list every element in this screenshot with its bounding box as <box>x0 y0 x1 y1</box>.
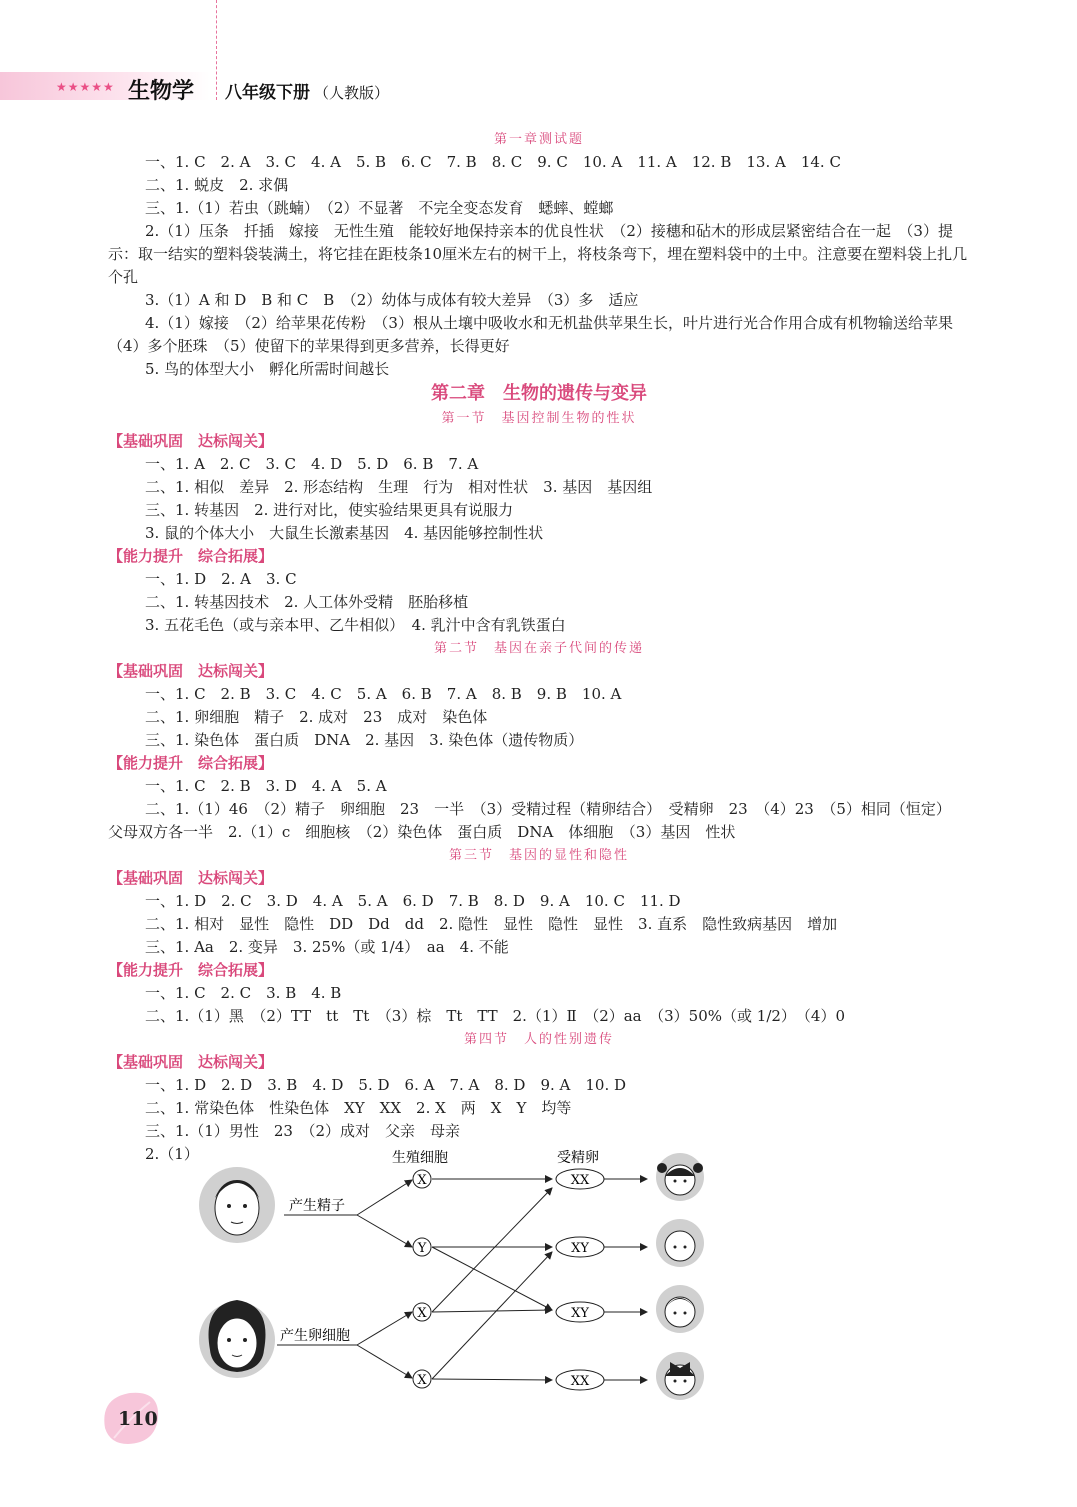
answer-line: 一、1. C 2. C 3. B 4. B <box>145 984 342 1002</box>
answer-line: 三、1.（1）若虫（跳蝻） （2）不显著 不完全变态发育 蟋蟀、螳螂 <box>145 199 614 217</box>
mother-face-icon <box>199 1300 275 1378</box>
answer-paragraph: 2.（1）压条 扦插 嫁接 无性生殖 能较好地保持亲本的优良性状 （2）接穗和砧木的形成层紧密结合在一起 （3）提示：取一结实的塑料袋装满土，将它挂在距枝条10厘米左右的树干上，将枝条弯下，埋在塑料袋中的土中。注意要在塑料袋上扎几个孔 <box>108 222 968 286</box>
page-number: 110 <box>118 1408 158 1430</box>
section1-title: 第一节 基因控制生物的性状 <box>441 411 637 426</box>
section2-title: 第二节 基因在亲子代间的传递 <box>433 641 644 656</box>
zygote-xy: XY <box>571 1241 589 1256</box>
header-divider <box>216 0 217 100</box>
zygote-label: 受精卵 <box>557 1150 599 1166</box>
girl-face-icon <box>656 1153 704 1201</box>
chapter1-test-title: 第一章测试题 <box>493 132 584 147</box>
boy-face-icon <box>656 1219 704 1267</box>
grade-label: 八年级下册 <box>225 83 310 103</box>
chapter2-title: 第二章 生物的遗传与变异 <box>431 383 647 404</box>
answer-line: 一、1. D 2. A 3. C <box>145 570 297 588</box>
answer-paragraph: 二、1.（1）46 （2）精子 卵细胞 23 一半 （3）受精过程（精卵结合） 受精卵 23 （4）23 （5）相同（恒定） 父母双方各一半 2.（1）c 细胞核 （2）染色体 蛋白质 DNA 体细胞 （3）基因 性状 <box>108 800 959 841</box>
germ-cell-x: X <box>417 1373 427 1388</box>
germ-cell-x: X <box>417 1306 427 1321</box>
sex-inheritance-diagram <box>192 1140 722 1405</box>
boy-face-icon <box>656 1285 704 1333</box>
answer-line: 一、1. C 2. A 3. C 4. A 5. B 6. C 7. B 8. C 9. C 10. A 11. A 12. B 13. A 14. C <box>145 153 841 171</box>
zygote-xx: XX <box>570 1374 590 1389</box>
edition-label: （人教版） <box>314 84 390 102</box>
answer-line: 一、1. C 2. B 3. D 4. A 5. A <box>145 777 387 795</box>
answer-line: 二、1. 常染色体 性染色体 XY XX 2. X 两 X Y 均等 <box>145 1099 572 1117</box>
answer-line: 三、1.（1）男性 23 （2）成对 父亲 母亲 <box>145 1122 460 1140</box>
answer-line: 二、1. 卵细胞 精子 2. 成对 23 成对 染色体 <box>145 708 488 726</box>
answer-line: 二、1.（1）黑 （2）TT tt Tt （3）棕 Tt TT 2.（1）Ⅱ （2）aa （3）50%（或 1/2） （4）0 <box>145 1007 846 1025</box>
answer-line: 一、1. D 2. C 3. D 4. A 5. A 6. D 7. B 8. D 9. A 10. C 11. D <box>145 892 681 910</box>
answer-line: 一、1. C 2. B 3. C 4. C 5. A 6. B 7. A 8. B 9. B 10. A <box>145 685 622 703</box>
answer-line: 二、1. 转基因技术 2. 人工体外受精 胚胎移植 <box>145 593 469 611</box>
advanced-tag: 【能力提升 综合拓展】 <box>108 961 274 979</box>
header-stars: ★★★★★ <box>56 80 115 94</box>
answer-line: 二、1. 蜕皮 2. 求偶 <box>145 176 289 194</box>
answer-line: 3.（1）A 和 D B 和 C B （2）幼体与成体有较大差异 （3）多 适应 <box>145 291 639 309</box>
basic-tag: 【基础巩固 达标闯关】 <box>108 662 274 680</box>
basic-tag: 【基础巩固 达标闯关】 <box>108 869 274 887</box>
answer-line: 2.（1） <box>145 1145 199 1163</box>
answer-line: 三、1. 转基因 2. 进行对比，使实验结果更具有说服力 <box>145 501 514 519</box>
answer-paragraph: 4.（1）嫁接 （2）给苹果花传粉 （3）根从土壤中吸收水和无机盐供苹果生长，叶片进行光合作用合成有机物输送给苹果 （4）多个胚珠 （5）使留下的苹果得到更多营养，长得更好 <box>108 314 968 355</box>
germ-cell-label: 生殖细胞 <box>392 1150 448 1166</box>
answer-line: 二、1. 相对 显性 隐性 DD Dd dd 2. 隐性 显性 隐性 显性 3. 直系 隐性致病基因 增加 <box>145 915 838 933</box>
answer-content <box>108 128 970 1166</box>
answer-line: 一、1. D 2. D 3. B 4. D 5. D 6. A 7. A 8. D 9. A 10. D <box>145 1076 627 1094</box>
grade-title <box>225 78 389 103</box>
section3-title: 第三节 基因的显性和隐性 <box>448 848 629 863</box>
basic-tag: 【基础巩固 达标闯关】 <box>108 432 274 450</box>
basic-tag: 【基础巩固 达标闯关】 <box>108 1053 274 1071</box>
subject-title: 生物学 <box>128 79 195 104</box>
produce-egg-label: 产生卵细胞 <box>280 1328 350 1344</box>
answer-line: 一、1. A 2. C 3. C 4. D 5. D 6. B 7. A <box>145 455 479 473</box>
produce-sperm-label: 产生精子 <box>289 1198 345 1214</box>
germ-cell-y: Y <box>417 1241 427 1256</box>
advanced-tag: 【能力提升 综合拓展】 <box>108 754 274 772</box>
germ-cell-x: X <box>417 1173 427 1188</box>
father-face-icon <box>199 1167 275 1243</box>
answer-line: 三、1. Aa 2. 变异 3. 25%（或 1/4） aa 4. 不能 <box>145 938 509 956</box>
girl-face-icon <box>656 1352 704 1400</box>
answer-line: 5. 鸟的体型大小 孵化所需时间越长 <box>145 360 390 378</box>
answer-line: 二、1. 相似 差异 2. 形态结构 生理 行为 相对性状 3. 基因 基因组 <box>145 478 653 496</box>
answer-line: 3. 五花毛色（或与亲本甲、乙牛相似） 4. 乳汁中含有乳铁蛋白 <box>145 616 566 634</box>
zygote-xx: XX <box>570 1173 590 1188</box>
advanced-tag: 【能力提升 综合拓展】 <box>108 547 274 565</box>
answer-line: 三、1. 染色体 蛋白质 DNA 2. 基因 3. 染色体（遗传物质） <box>145 731 584 749</box>
answer-line: 3. 鼠的个体大小 大鼠生长激素基因 4. 基因能够控制性状 <box>145 524 544 542</box>
zygote-xy: XY <box>571 1306 589 1321</box>
section4-title: 第四节 人的性别遗传 <box>463 1032 614 1047</box>
